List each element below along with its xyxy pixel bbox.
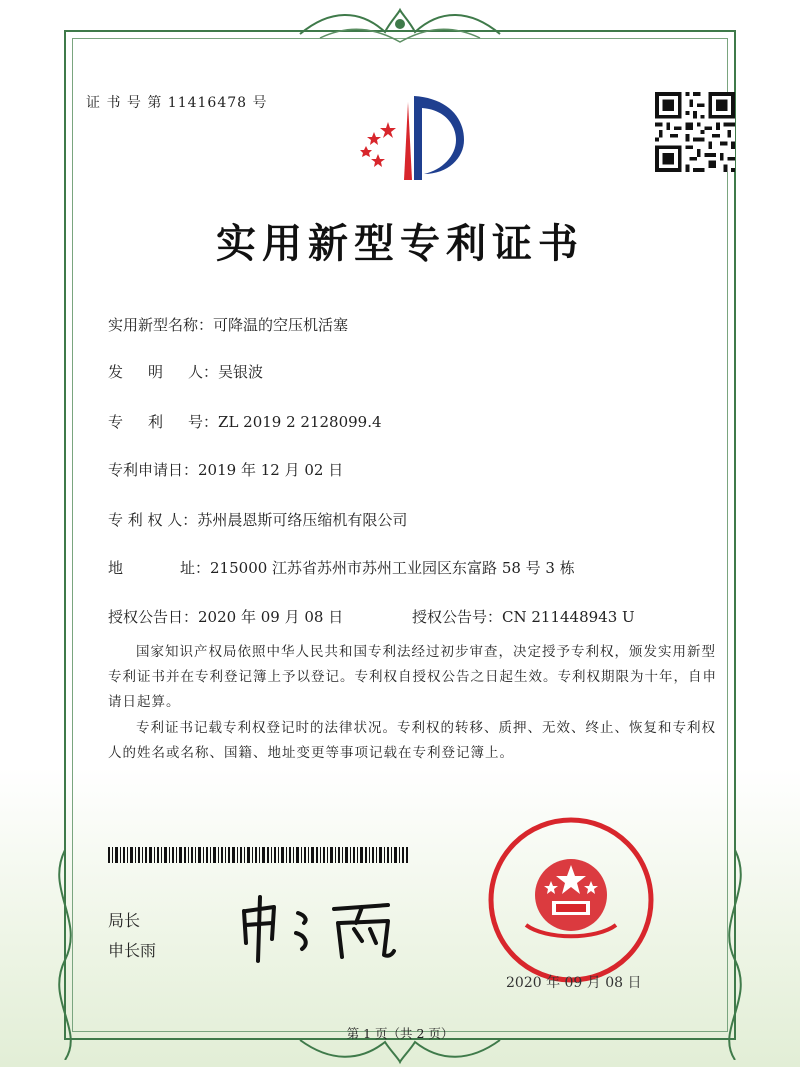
patentee-row	[108, 509, 407, 530]
patent-number-value: ZL 2019 2 2128099.4	[218, 413, 382, 431]
grant-date-value: 2020 年 09 月 08 日	[198, 608, 344, 626]
patent-number-label-part-3: 号：	[188, 413, 219, 431]
patent-number-label-part-2: 利	[148, 413, 164, 431]
director-title: 局长	[108, 911, 141, 930]
inventor-value: 吴银波	[218, 363, 264, 381]
patent-number-label-part-1: 专	[108, 413, 124, 431]
utility-model-name-row	[108, 314, 348, 335]
inventor-label-part-1: 发	[108, 363, 124, 381]
director-name: 申长雨	[108, 941, 157, 960]
utility-model-name-value: 可降温的空压机活塞	[213, 316, 349, 334]
grant-number-value: CN 211448943 U	[502, 608, 635, 626]
grant-date-row	[108, 606, 343, 627]
inventor-label-part-2: 明	[148, 363, 164, 381]
address-value: 215000 江苏省苏州市苏州工业园区东富路 58 号 3 栋	[210, 559, 575, 577]
official-seal	[486, 815, 656, 985]
grant-date-label: 授权公告日：	[108, 608, 199, 626]
top-ornament	[290, 4, 510, 48]
inventor-label-part-3: 人：	[188, 363, 219, 381]
filing-date-value: 2019 年 12 月 02 日	[198, 461, 344, 479]
grant-number-row	[412, 606, 635, 627]
address-row	[108, 557, 575, 578]
handwritten-signature	[238, 893, 418, 963]
patent-office-logo	[352, 88, 464, 184]
page-number: 第 1 页（共 2 页）	[346, 1026, 454, 1041]
address-label-part-1: 地	[108, 559, 124, 577]
grant-number-label: 授权公告号：	[412, 608, 503, 626]
seal-date: 2020 年 09 月 08 日	[506, 975, 642, 991]
certificate-number: 证 书 号 第 11416478 号	[86, 95, 268, 111]
filing-date-label: 专利申请日：	[108, 461, 199, 479]
patent-number-row	[108, 411, 382, 432]
body-paragraph-1: 国家知识产权局依照中华人民共和国专利法经过初步审查，决定授予专利权，颁发实用新型专利证书并在专利登记簿上予以登记。专利权自授权公告之日起生效。专利权期限为十年，自申请日起算。	[108, 644, 717, 710]
utility-model-name-label: 实用新型名称：	[108, 316, 214, 334]
body-paragraph-2: 专利证书记载专利权登记时的法律状况。专利权的转移、质押、无效、终止、恢复和专利权人的姓名或名称、国籍、地址变更等事项记载在专利登记簿上。	[108, 720, 716, 761]
barcode	[108, 847, 408, 863]
patentee-value: 苏州晨恩斯可络压缩机有限公司	[197, 511, 408, 529]
qr-code	[655, 92, 735, 172]
inventor-row	[108, 361, 263, 382]
filing-date-row	[108, 459, 343, 480]
address-label-part-2: 址：	[180, 559, 211, 577]
certificate-title: 实用新型专利证书	[216, 220, 584, 267]
patentee-label: 专 利 权 人：	[108, 511, 198, 529]
